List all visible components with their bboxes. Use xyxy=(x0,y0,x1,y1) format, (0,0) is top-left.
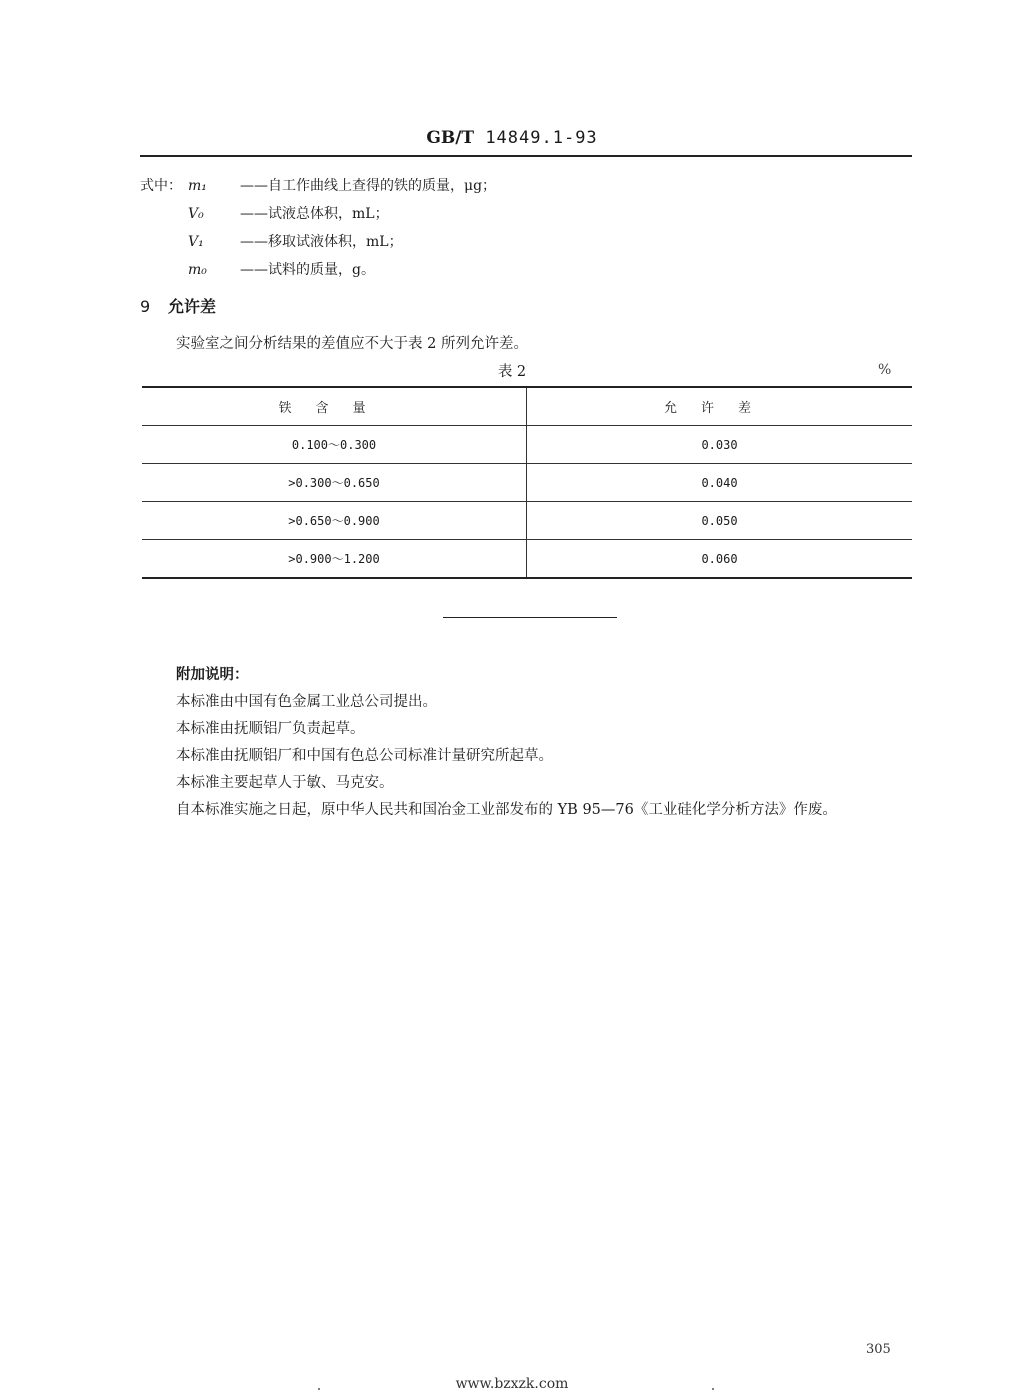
iron-content-cell: >0.650～0.900 xyxy=(142,502,527,540)
header-rule xyxy=(140,155,912,157)
definitions-lead: 式中： xyxy=(140,178,182,194)
table-header-row xyxy=(142,387,912,426)
tolerance-cell: 0.060 xyxy=(701,551,738,566)
definition-row xyxy=(140,200,496,228)
definition-symbol: m₀ xyxy=(188,262,207,278)
iron-content-cell: >0.900～1.200 xyxy=(142,540,527,579)
tolerance-paragraph: 实验室之间分析结果的差值应不大于表 2 所列允许差。 xyxy=(176,336,528,352)
column-header-tolerance: 允许差 xyxy=(663,401,775,416)
section-title: 允许差 xyxy=(168,297,217,316)
iron-content-cell: 0.100～0.300 xyxy=(142,426,527,464)
definition-symbol: V₁ xyxy=(188,234,204,250)
notes-heading: 附加说明： xyxy=(176,667,249,683)
note-line: 本标准由中国有色金属工业总公司提出。 xyxy=(176,694,437,710)
note-supersede: 自本标准实施之日起，原中华人民共和国冶金工业部发布的 YB 95—76《工业硅化学分析方法》作废。 xyxy=(176,802,837,818)
additional-notes xyxy=(140,662,920,824)
tolerance-cell: 0.040 xyxy=(701,475,738,490)
table-row xyxy=(142,540,912,579)
end-of-text-rule xyxy=(443,617,617,618)
iron-content-cell: >0.300～0.650 xyxy=(142,464,527,502)
definition-symbol: m₁ xyxy=(188,178,207,194)
standard-prefix: GB/T xyxy=(426,128,475,148)
standard-header xyxy=(0,128,1024,148)
definition-row xyxy=(140,228,496,256)
note-line: 本标准由抚顺铝厂负责起草。 xyxy=(176,721,365,737)
table-unit: % xyxy=(878,362,892,378)
tolerance-cell: 0.030 xyxy=(701,437,738,452)
note-line: 本标准主要起草人于敏、马克安。 xyxy=(176,775,394,791)
definition-text: ——试液总体积，mL； xyxy=(240,206,389,222)
definition-text: ——试料的质量，g。 xyxy=(240,262,375,278)
note-line: 本标准由抚顺铝厂和中国有色总公司标准计量研究所起草。 xyxy=(176,748,553,764)
definition-row xyxy=(140,172,496,200)
definition-row xyxy=(140,256,496,284)
table-row xyxy=(142,464,912,502)
scan-speck xyxy=(712,1388,714,1390)
section-heading xyxy=(140,294,216,317)
table-row xyxy=(142,426,912,464)
tolerance-cell: 0.050 xyxy=(701,513,738,528)
symbol-definitions xyxy=(140,172,496,284)
standard-number: 14849.1-93 xyxy=(485,128,598,148)
table-caption: 表 2 xyxy=(497,364,527,380)
section-number: 9 xyxy=(140,297,151,316)
column-header-iron-content: 铁含量 xyxy=(142,387,527,426)
table-row xyxy=(142,502,912,540)
definition-text: ——移取试液体积，mL； xyxy=(240,234,403,250)
tolerance-table xyxy=(142,386,912,579)
footer-url: www.bzxzk.com xyxy=(455,1376,569,1392)
definition-symbol: V₀ xyxy=(188,206,204,222)
definition-text: ——自工作曲线上查得的铁的质量，μg； xyxy=(240,178,497,194)
scan-speck xyxy=(318,1388,320,1390)
page-number: 305 xyxy=(866,1342,891,1357)
